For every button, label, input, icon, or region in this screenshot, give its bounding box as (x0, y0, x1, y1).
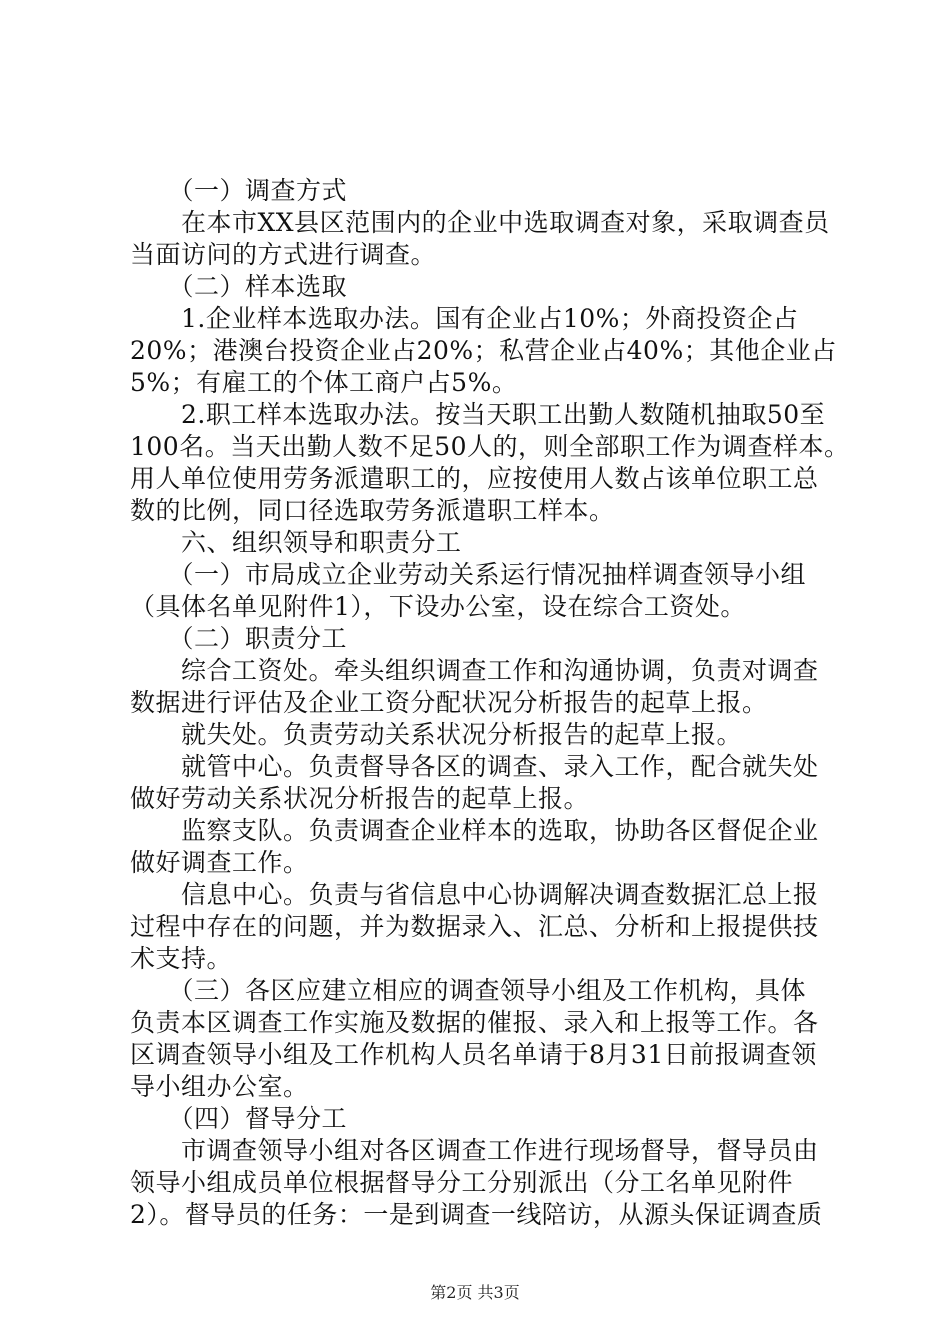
text-line: 术支持。 (130, 944, 233, 973)
text-line: 5%；有雇工的个体工商户占5%。 (130, 368, 518, 397)
text-line: （三）各区应建立相应的调查领导小组及工作机构，具体 (130, 976, 807, 1005)
page-number-footer: 第2页 共3页 (430, 1283, 520, 1302)
text-line: 2）。督导员的任务：一是到调查一线陪访，从源头保证调查质 (130, 1200, 823, 1229)
section-heading: 六、组织领导和职责分工 (130, 528, 462, 557)
text-line: 2.职工样本选取办法。按当天职工出勤人数随机抽取50至 (130, 400, 826, 429)
text-line: 综合工资处。牵头组织调查工作和沟通协调，负责对调查 (130, 656, 819, 685)
text-line: 数的比例，同口径选取劳务派遣职工样本。 (130, 496, 615, 525)
text-line: 监察支队。负责调查企业样本的选取，协助各区督促企业 (130, 816, 819, 845)
text-line: 过程中存在的问题，并为数据录入、汇总、分析和上报提供技 (130, 912, 819, 941)
text-line: （二）职责分工 (130, 624, 348, 653)
text-line: 当面访问的方式进行调查。 (130, 240, 437, 269)
text-line: 就管中心。负责督导各区的调查、录入工作，配合就失处 (130, 752, 819, 781)
text-line: 就失处。负责劳动关系状况分析报告的起草上报。 (130, 720, 743, 749)
text-line: 导小组办公室。 (130, 1072, 309, 1101)
text-line: 用人单位使用劳务派遣职工的，应按使用人数占该单位职工总 (130, 464, 819, 493)
text-line: （二）样本选取 (130, 272, 348, 301)
text-line: 做好劳动关系状况分析报告的起草上报。 (130, 784, 590, 813)
text-line: 100名。当天出勤人数不足50人的，则全部职工作为调查样本。 (130, 432, 850, 461)
text-line: （具体名单见附件1），下设办公室，设在综合工资处。 (130, 592, 746, 621)
text-line: 区调查领导小组及工作机构人员名单请于8月31日前报调查领 (130, 1040, 817, 1069)
text-line: （四）督导分工 (130, 1104, 348, 1133)
text-line: 领导小组成员单位根据督导分工分别派出（分工名单见附件 (130, 1168, 794, 1197)
text-line: （一）市局成立企业劳动关系运行情况抽样调查领导小组 (130, 560, 807, 589)
text-line: 负责本区调查工作实施及数据的催报、录入和上报等工作。各 (130, 1008, 819, 1037)
text-line: 数据进行评估及企业工资分配状况分析报告的起草上报。 (130, 688, 768, 717)
text-line: 1.企业样本选取办法。国有企业占10%；外商投资企占 (130, 304, 799, 333)
text-line: 20%；港澳台投资企业占20%；私营企业占40%；其他企业占 (130, 336, 837, 365)
text-line: 信息中心。负责与省信息中心协调解决调查数据汇总上报 (130, 880, 819, 909)
text-line: 在本市XX县区范围内的企业中选取调查对象，采取调查员 (130, 208, 830, 237)
text-line: 市调查领导小组对各区调查工作进行现场督导，督导员由 (130, 1136, 819, 1165)
text-line: 做好调查工作。 (130, 848, 309, 877)
text-line: （一）调查方式 (130, 176, 348, 205)
